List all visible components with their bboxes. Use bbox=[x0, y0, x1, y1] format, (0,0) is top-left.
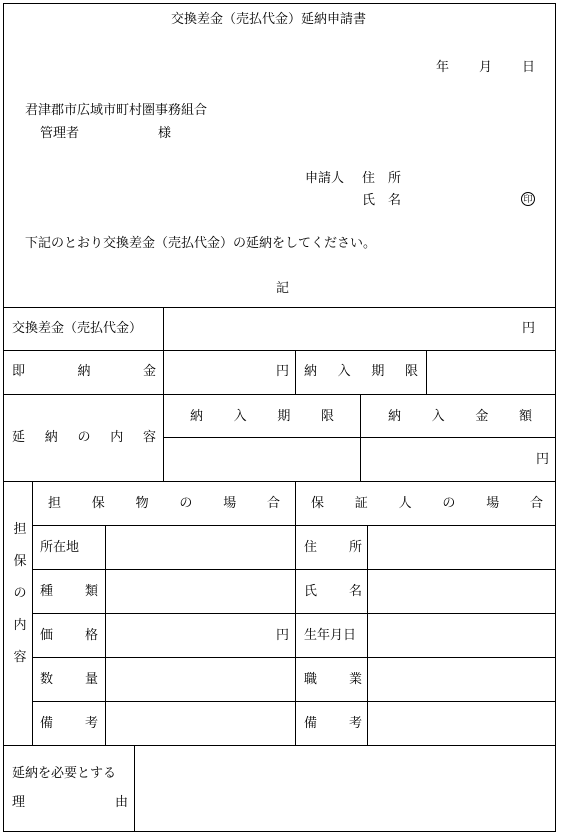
rule bbox=[367, 525, 368, 745]
security-vertical-label: 担 保 の 内 容 bbox=[13, 522, 27, 665]
guarantor-remarks-label: 備 考 bbox=[304, 716, 362, 731]
installment-yen: 円 bbox=[536, 452, 550, 467]
rule bbox=[32, 701, 556, 702]
reason-label-line2: 理 由 bbox=[12, 795, 128, 810]
guarantor-header: 保 証 人 の 場 合 bbox=[311, 496, 543, 511]
price-yen: 円 bbox=[276, 628, 290, 643]
immediate-yen: 円 bbox=[276, 364, 290, 379]
immediate-payment-label: 即 納 金 bbox=[12, 364, 156, 379]
ki-label: 記 bbox=[276, 281, 290, 296]
date-year: 年 bbox=[436, 60, 450, 75]
date-month: 月 bbox=[479, 60, 493, 75]
rule bbox=[32, 481, 33, 745]
installment-period-header: 納 入 期 限 bbox=[190, 409, 334, 424]
amount-label: 交換差金（売払代金） bbox=[12, 321, 143, 336]
rule bbox=[32, 525, 556, 526]
guarantor-address-label: 住 所 bbox=[304, 540, 362, 555]
rule bbox=[134, 745, 135, 832]
guarantor-birthdate-label: 生年月日 bbox=[304, 628, 357, 643]
rule bbox=[3, 307, 556, 308]
applicant-name-label: 氏 名 bbox=[362, 193, 402, 208]
collateral-header: 担 保 物 の 場 合 bbox=[48, 496, 280, 511]
payment-period-label: 納 入 期 限 bbox=[304, 364, 418, 379]
rule bbox=[163, 307, 164, 481]
reason-label-line1: 延納を必要とする bbox=[12, 766, 117, 781]
form-title: 交換差金（売払代金）延納申請書 bbox=[171, 12, 367, 27]
rule bbox=[32, 569, 556, 570]
collateral-location-label: 所在地 bbox=[40, 540, 80, 555]
rule bbox=[105, 525, 106, 745]
addressee-honorific: 様 bbox=[158, 126, 172, 141]
amount-yen: 円 bbox=[522, 321, 536, 336]
applicant-label: 申請人 bbox=[305, 171, 345, 186]
rule bbox=[360, 394, 361, 481]
rule bbox=[3, 745, 556, 746]
rule bbox=[3, 394, 556, 395]
installment-label: 延 納 の 内 容 bbox=[12, 430, 156, 445]
collateral-remarks-label: 備 考 bbox=[40, 716, 98, 731]
rule bbox=[295, 481, 296, 745]
rule bbox=[32, 657, 556, 658]
collateral-price-label: 価 格 bbox=[40, 628, 98, 643]
guarantor-name-label: 氏 名 bbox=[304, 584, 362, 599]
collateral-kind-label: 種 類 bbox=[40, 584, 98, 599]
seal-mark: 印 bbox=[521, 192, 535, 206]
date-day: 日 bbox=[522, 60, 536, 75]
installment-amount-header: 納 入 金 額 bbox=[388, 409, 532, 424]
guarantor-occupation-label: 職 業 bbox=[304, 672, 362, 687]
rule bbox=[295, 350, 296, 394]
rule bbox=[32, 613, 556, 614]
addressee-manager: 管理者 bbox=[40, 126, 80, 141]
rule bbox=[3, 350, 556, 351]
addressee-organization: 君津郡市広域市町村圏事務組合 bbox=[25, 103, 208, 118]
request-text: 下記のとおり交換差金（売払代金）の延納をしてください。 bbox=[25, 236, 377, 251]
rule bbox=[3, 481, 556, 482]
rule bbox=[426, 350, 427, 394]
collateral-quantity-label: 数 量 bbox=[40, 672, 98, 687]
applicant-address-label: 住 所 bbox=[362, 171, 402, 186]
